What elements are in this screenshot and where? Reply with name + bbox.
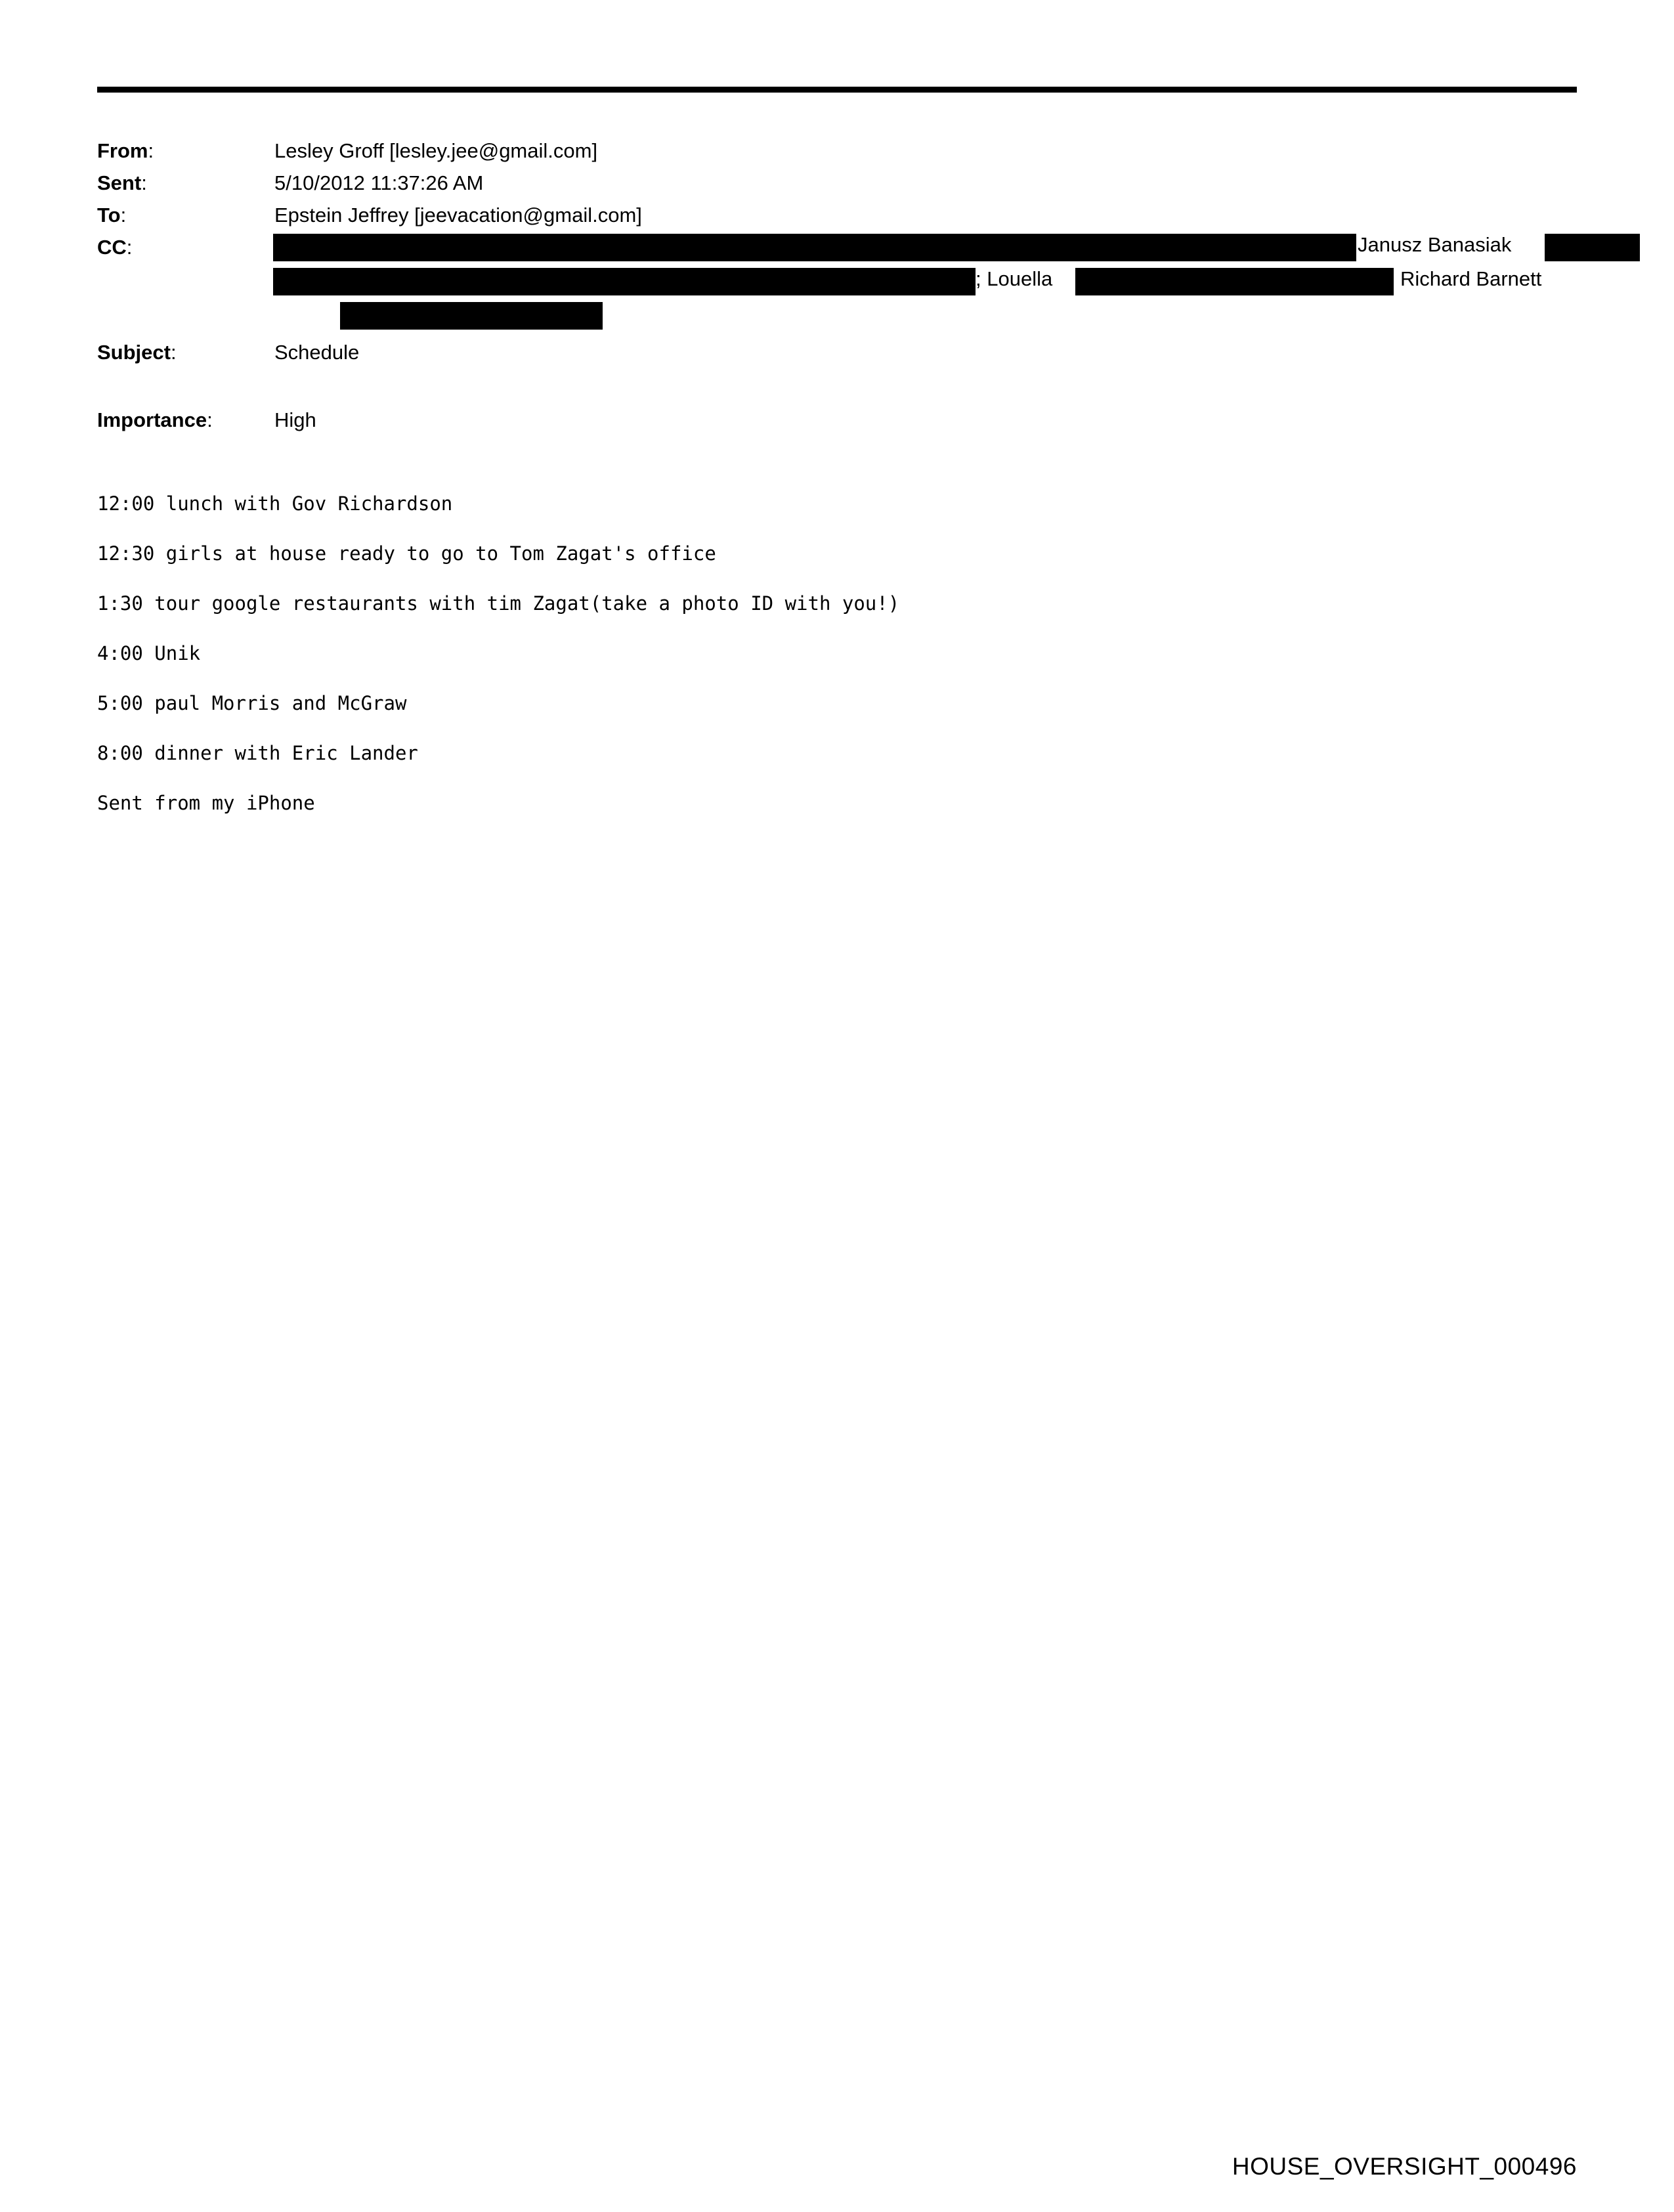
body-line-signature: Sent from my iPhone: [97, 792, 315, 814]
redaction-bar-cc-2: [1545, 234, 1640, 261]
header-value-to: Epstein Jeffrey [jeevacation@gmail.com]: [274, 204, 642, 227]
body-line: 5:00 paul Morris and McGraw: [97, 692, 407, 714]
body-line: 12:30 girls at house ready to go to Tom Zagat's office: [97, 542, 716, 565]
cc-separator-louella: ; Louella: [976, 267, 1053, 290]
cc-name-janusz-banasiak: Janusz Banasiak: [1358, 233, 1512, 256]
header-value-sent: 5/10/2012 11:37:26 AM: [274, 171, 484, 194]
body-line: 8:00 dinner with Eric Lander: [97, 742, 418, 764]
email-header-block: [97, 135, 1581, 231]
header-label-cc: CC:: [97, 236, 133, 259]
header-divider-rule: [97, 87, 1577, 93]
header-value-from: Lesley Groff [lesley.jee@gmail.com]: [274, 139, 598, 162]
header-label-sent: Sent:: [97, 171, 147, 194]
header-label-to: To:: [97, 204, 127, 227]
header-row-sent: [97, 167, 1581, 199]
body-line: 12:00 lunch with Gov Richardson: [97, 492, 453, 515]
redaction-bar-cc-3: [273, 268, 976, 295]
header-value-importance: High: [274, 408, 316, 431]
bates-number: HOUSE_OVERSIGHT_000496: [1232, 2153, 1577, 2180]
header-row-to: [97, 199, 1581, 231]
header-label-from: From:: [97, 139, 154, 162]
redaction-bar-cc-1: [273, 234, 1356, 261]
redaction-bar-cc-4: [1075, 268, 1394, 295]
header-label-subject: Subject:: [97, 341, 177, 364]
body-line: 1:30 tour google restaurants with tim Zagat(take a photo ID with you!): [97, 592, 900, 615]
email-body: [97, 489, 1541, 838]
redaction-bar-cc-5: [340, 302, 603, 330]
header-value-subject: Schedule: [274, 341, 360, 364]
header-row-subject: [97, 336, 360, 368]
header-row-importance: [97, 404, 316, 436]
header-row-cc: [97, 231, 1587, 316]
body-line: 4:00 Unik: [97, 642, 201, 664]
header-row-from: [97, 135, 1581, 167]
cc-name-richard-barnett: Richard Barnett: [1400, 267, 1542, 290]
header-label-importance: Importance:: [97, 408, 213, 431]
